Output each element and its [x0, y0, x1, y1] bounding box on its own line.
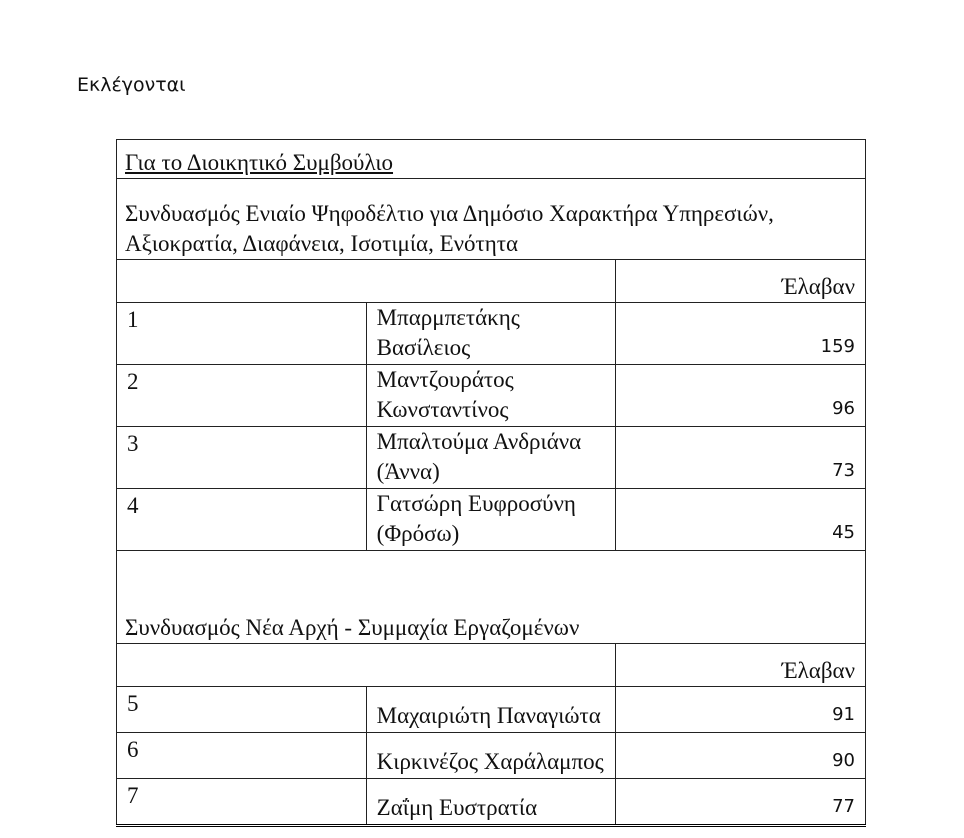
- received-label: Έλαβαν: [616, 644, 866, 687]
- header-blank-cell: [117, 644, 616, 687]
- table-row: [117, 489, 866, 551]
- header-blank-cell: [117, 260, 616, 303]
- table-title: Για το Διοικητικό Συμβούλιο: [125, 150, 394, 175]
- candidate-votes: 77: [616, 779, 866, 826]
- table-row: [117, 687, 866, 733]
- party-name-2: Συνδυασμός Νέα Αρχή - Συμμαχία Εργαζομένων: [117, 551, 866, 644]
- table-row: [117, 427, 866, 489]
- candidate-number: 3: [117, 427, 367, 489]
- candidate-number: 1: [117, 303, 367, 365]
- candidate-votes: 90: [616, 733, 866, 779]
- page-heading: Εκλέγονται: [77, 74, 186, 96]
- received-label: Έλαβαν: [616, 260, 866, 303]
- election-results-table: [116, 139, 866, 827]
- party-name-1: Συνδυασμός Ενιαίο Ψηφοδέλτιο για Δημόσιο Χαρακτήρα Υπηρεσιών, Αξιοκρατία, Διαφάνεια, Ισοτιμία, Ενότητα: [117, 179, 866, 260]
- table-row: [117, 303, 866, 365]
- candidate-name: Μπαρμπετάκης Βασίλειος: [366, 303, 616, 365]
- table-row: [117, 779, 866, 826]
- candidate-number: 7: [117, 779, 367, 826]
- candidate-name: Μαντζουράτος Κωνσταντίνος: [366, 365, 616, 427]
- table-row: [117, 365, 866, 427]
- candidate-number: 4: [117, 489, 367, 551]
- candidate-name: Μαχαιριώτη Παναγιώτα: [366, 687, 616, 733]
- candidate-votes: 96: [616, 365, 866, 427]
- candidate-name: Γατσώρη Ευφροσύνη (Φρόσω): [366, 489, 616, 551]
- candidate-number: 5: [117, 687, 367, 733]
- candidate-name: Κιρκινέζος Χαράλαμπος: [366, 733, 616, 779]
- candidate-votes: 91: [616, 687, 866, 733]
- candidate-number: 6: [117, 733, 367, 779]
- candidate-name: Ζαΐμη Ευστρατία: [366, 779, 616, 826]
- candidate-number: 2: [117, 365, 367, 427]
- candidate-name: Μπαλτούμα Ανδριάνα (Άννα): [366, 427, 616, 489]
- table-title-cell: [117, 140, 866, 179]
- candidate-votes: 159: [616, 303, 866, 365]
- table-row: [117, 733, 866, 779]
- candidate-votes: 73: [616, 427, 866, 489]
- candidate-votes: 45: [616, 489, 866, 551]
